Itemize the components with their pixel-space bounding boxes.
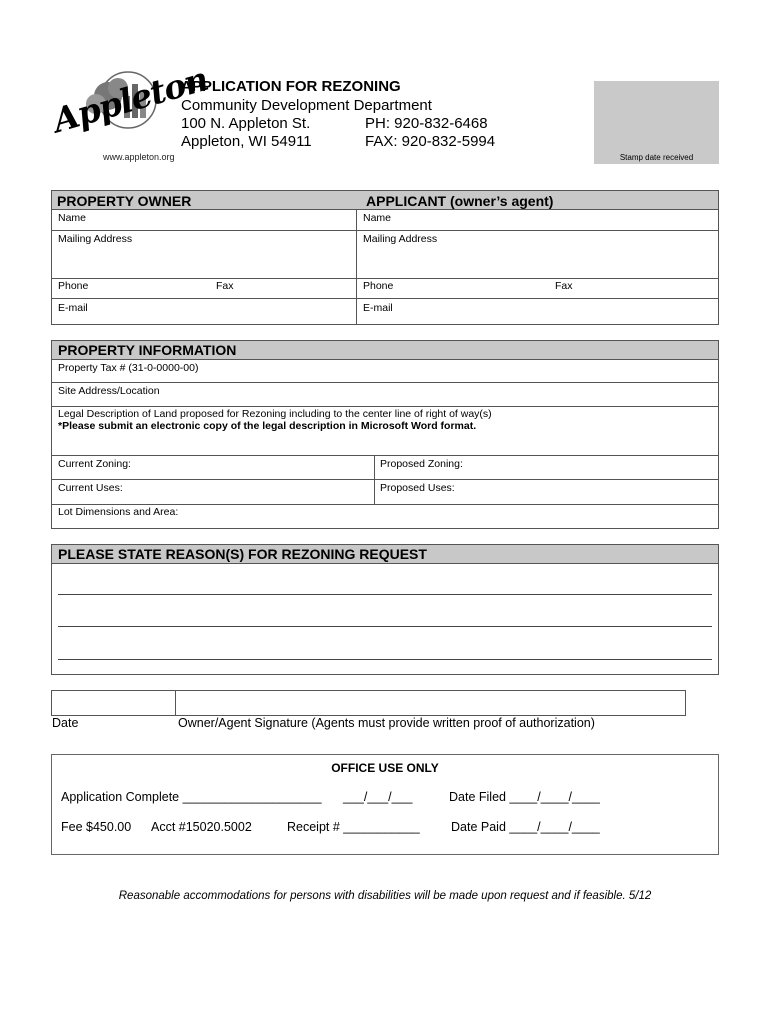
row-divider — [51, 406, 719, 407]
owner-name-field[interactable] — [52, 211, 355, 230]
date-field[interactable] — [51, 690, 176, 716]
address-line-1: 100 N. Appleton St. — [181, 115, 311, 132]
website-link[interactable]: www.appleton.org — [103, 152, 175, 162]
current-zoning-label: Current Zoning: — [58, 458, 131, 470]
row-divider — [51, 479, 719, 480]
date-paid: Date Paid ____/____/____ — [451, 820, 600, 834]
current-uses-label: Current Uses: — [58, 482, 123, 494]
applicant-name-label: Name — [363, 212, 392, 224]
row-divider — [51, 278, 719, 279]
account-number: Acct #15020.5002 — [151, 820, 252, 834]
site-address-label: Site Address/Location — [58, 385, 160, 397]
reason-line-2[interactable] — [58, 626, 712, 627]
owner-name-label: Name — [58, 212, 87, 224]
applicant-fax-label: Fax — [555, 280, 573, 292]
row-divider — [51, 455, 719, 456]
owner-phone-label: Phone — [58, 280, 89, 292]
date-filed: Date Filed ____/____/____ — [449, 790, 600, 804]
legal-description-note: *Please submit an electronic copy of the legal description in Microsoft Word format. — [58, 420, 477, 432]
stamp-box — [594, 81, 719, 164]
legal-description-label: Legal Description of Land proposed for Rezoning including to the center line of right of way(s) — [58, 408, 492, 420]
owner-email-label: E-mail — [58, 302, 88, 314]
signature-field[interactable] — [175, 690, 686, 716]
proposed-uses-label: Proposed Uses: — [380, 482, 455, 494]
date-label: Date — [52, 716, 79, 730]
row-divider — [51, 298, 719, 299]
phone-number: PH: 920-832-6468 — [365, 115, 488, 132]
application-complete-date: ___/___/___ — [343, 790, 413, 804]
reason-section-header: PLEASE STATE REASON(S) FOR REZONING REQUEST — [51, 544, 719, 564]
stamp-label: Stamp date received — [619, 153, 694, 162]
signature-label: Owner/Agent Signature (Agents must provide written proof of authorization) — [178, 716, 595, 730]
applicant-phone-label: Phone — [363, 280, 394, 292]
owner-fax-label: Fax — [216, 280, 234, 292]
lot-dimensions-label: Lot Dimensions and Area: — [58, 506, 179, 518]
application-complete: Application Complete ____________________ — [61, 790, 322, 804]
applicant-email-label: E-mail — [363, 302, 393, 314]
reason-line-1[interactable] — [58, 594, 712, 595]
fax-number: FAX: 920-832-5994 — [365, 133, 496, 150]
department-name: Community Development Department — [181, 97, 432, 114]
owner-title: PROPERTY OWNER — [57, 193, 192, 209]
reason-line-3[interactable] — [58, 659, 712, 660]
accommodation-note: Reasonable accommodations for persons with disabilities will be made upon request and if feasible. 5/12 — [118, 890, 652, 902]
fee: Fee $450.00 — [61, 820, 132, 834]
address-line-2: Appleton, WI 54911 — [181, 133, 312, 150]
row-divider — [51, 382, 719, 383]
row-divider — [51, 504, 719, 505]
logo-wordmark: Appleton — [48, 59, 212, 141]
receipt-number: Receipt # ___________ — [287, 820, 420, 834]
page-title: APPLICATION FOR REZONING — [181, 78, 401, 95]
property-tax-label: Property Tax # (31-0-0000-00) — [58, 362, 199, 374]
zoning-column-divider — [374, 455, 375, 504]
applicant-mailing-label: Mailing Address — [363, 233, 438, 245]
applicant-name-field[interactable] — [357, 211, 718, 230]
property-section-header: PROPERTY INFORMATION — [51, 340, 719, 360]
office-use-title: OFFICE USE ONLY — [331, 761, 439, 775]
owner-mailing-label: Mailing Address — [58, 233, 133, 245]
applicant-title: APPLICANT (owner’s agent) — [366, 193, 554, 209]
proposed-zoning-label: Proposed Zoning: — [380, 458, 463, 470]
